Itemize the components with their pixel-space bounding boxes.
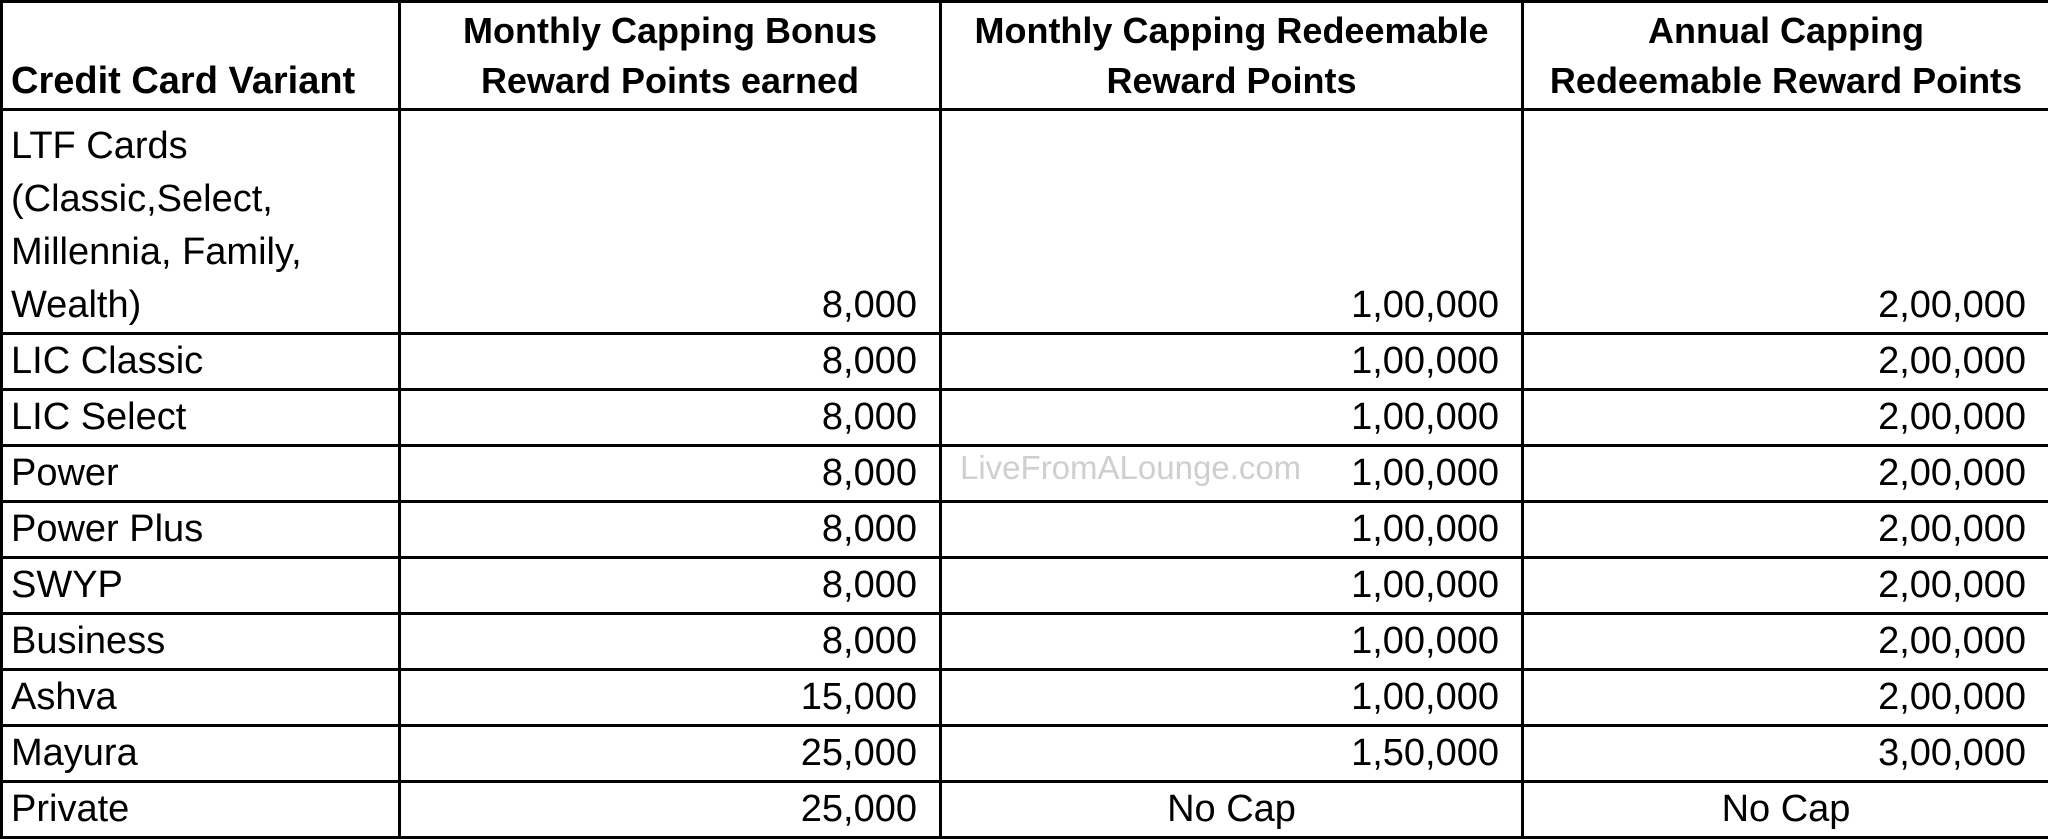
annual-redeemable-cell: 2,00,000 xyxy=(1523,446,2048,502)
monthly-bonus-cell: 8,000 xyxy=(400,558,941,614)
annual-redeemable-cell: 2,00,000 xyxy=(1523,390,2048,446)
monthly-bonus-cell: 25,000 xyxy=(400,726,941,782)
variant-cell: Private xyxy=(2,782,400,838)
header-monthly-redeemable-cap: Monthly Capping Redeemable Reward Points xyxy=(941,2,1523,110)
table-row xyxy=(2,502,2048,558)
monthly-redeemable-cell: 1,00,000 xyxy=(941,670,1523,726)
monthly-bonus-cell: 15,000 xyxy=(400,670,941,726)
table-row xyxy=(2,110,2048,334)
table-row xyxy=(2,390,2048,446)
variant-cell: LIC Classic xyxy=(2,334,400,390)
monthly-redeemable-cell: 1,00,000 xyxy=(941,558,1523,614)
annual-redeemable-cell: 2,00,000 xyxy=(1523,334,2048,390)
monthly-bonus-cell: 8,000 xyxy=(400,502,941,558)
variant-cell: Power xyxy=(2,446,400,502)
annual-redeemable-cell: 2,00,000 xyxy=(1523,558,2048,614)
table-row xyxy=(2,446,2048,502)
annual-redeemable-cell: 2,00,000 xyxy=(1523,110,2048,334)
table-row xyxy=(2,558,2048,614)
variant-cell: SWYP xyxy=(2,558,400,614)
table-row xyxy=(2,614,2048,670)
monthly-bonus-cell: 8,000 xyxy=(400,614,941,670)
monthly-redeemable-cell: 1,00,000 xyxy=(941,614,1523,670)
annual-redeemable-cell: No Cap xyxy=(1523,782,2048,838)
monthly-bonus-cell: 8,000 xyxy=(400,334,941,390)
monthly-redeemable-cell: 1,00,000 xyxy=(941,110,1523,334)
monthly-bonus-cell: 25,000 xyxy=(400,782,941,838)
monthly-bonus-cell: 8,000 xyxy=(400,390,941,446)
annual-redeemable-cell: 2,00,000 xyxy=(1523,614,2048,670)
table-header-row xyxy=(2,2,2048,110)
monthly-redeemable-cell: 1,50,000 xyxy=(941,726,1523,782)
variant-cell: Ashva xyxy=(2,670,400,726)
table-row xyxy=(2,782,2048,838)
variant-cell: LTF Cards (Classic,Select, Millennia, Family, Wealth) xyxy=(2,110,400,334)
annual-redeemable-cell: 2,00,000 xyxy=(1523,502,2048,558)
monthly-bonus-cell: 8,000 xyxy=(400,110,941,334)
monthly-bonus-cell: 8,000 xyxy=(400,446,941,502)
monthly-redeemable-cell: 1,00,000 xyxy=(941,502,1523,558)
annual-redeemable-cell: 2,00,000 xyxy=(1523,670,2048,726)
monthly-redeemable-cell: 1,00,000 xyxy=(941,390,1523,446)
monthly-redeemable-cell: No Cap xyxy=(941,782,1523,838)
variant-cell: LIC Select xyxy=(2,390,400,446)
monthly-redeemable-cell: 1,00,000 xyxy=(941,446,1523,502)
table-row xyxy=(2,670,2048,726)
watermark-text: LiveFromALounge.com xyxy=(960,444,1301,492)
variant-cell: Mayura xyxy=(2,726,400,782)
header-monthly-bonus-cap: Monthly Capping Bonus Reward Points earned xyxy=(400,2,941,110)
variant-cell: Business xyxy=(2,614,400,670)
monthly-redeemable-cell: 1,00,000 xyxy=(941,334,1523,390)
header-annual-redeemable-cap: Annual Capping Redeemable Reward Points xyxy=(1523,2,2048,110)
annual-redeemable-cell: 3,00,000 xyxy=(1523,726,2048,782)
table-row xyxy=(2,726,2048,782)
variant-cell: Power Plus xyxy=(2,502,400,558)
header-credit-card-variant: Credit Card Variant xyxy=(2,2,400,110)
table-row xyxy=(2,334,2048,390)
